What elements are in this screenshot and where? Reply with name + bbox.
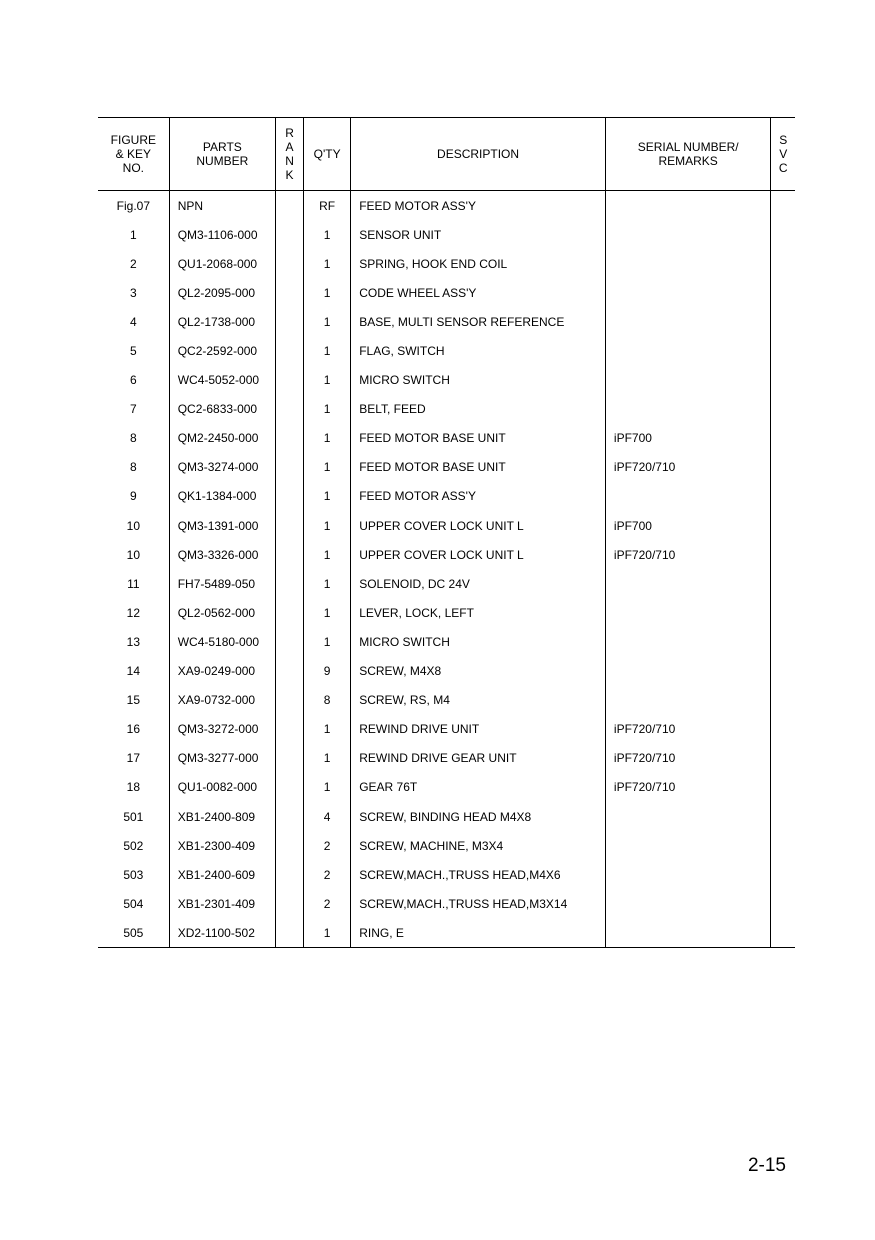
svc-cell — [771, 307, 795, 336]
qty-cell: 1 — [304, 482, 351, 511]
svc-cell — [771, 860, 795, 889]
table-row — [98, 802, 795, 831]
header-description: DESCRIPTION — [351, 118, 606, 191]
figure-key-cell: 6 — [130, 373, 137, 388]
qty-cell: 2 — [304, 831, 351, 860]
description-cell: SCREW, BINDING HEAD M4X8 — [351, 802, 606, 831]
svc-cell — [771, 278, 795, 307]
parts-number-cell: QM3-1391-000 — [169, 511, 275, 540]
figure-key-cell: 8 — [130, 460, 137, 475]
table-row — [98, 191, 795, 221]
svc-cell — [771, 336, 795, 365]
rank-cell — [276, 889, 304, 918]
rank-cell — [276, 249, 304, 278]
header-svc: S V C — [771, 118, 795, 191]
description-cell: RING, E — [351, 918, 606, 948]
parts-number-cell: QC2-2592-000 — [169, 336, 275, 365]
remarks-cell — [605, 569, 770, 598]
svc-cell — [771, 598, 795, 627]
figure-key-cell: 15 — [126, 693, 141, 708]
svc-cell — [771, 918, 795, 948]
qty-cell: 1 — [304, 307, 351, 336]
parts-number-cell: XB1-2400-609 — [169, 860, 275, 889]
figure-key-cell: 16 — [126, 722, 141, 737]
description-cell: LEVER, LOCK, LEFT — [351, 598, 606, 627]
svc-cell — [771, 831, 795, 860]
parts-number-cell: QM3-1106-000 — [169, 220, 275, 249]
description-cell: FLAG, SWITCH — [351, 336, 606, 365]
description-cell: UPPER COVER LOCK UNIT L — [351, 511, 606, 540]
svc-cell — [771, 889, 795, 918]
svc-cell — [771, 627, 795, 656]
header-serial-number-remarks: SERIAL NUMBER/ REMARKS — [605, 118, 770, 191]
remarks-cell — [605, 657, 770, 686]
qty-cell: 4 — [304, 802, 351, 831]
figure-key-cell: 2 — [130, 256, 137, 271]
parts-number-cell: NPN — [169, 191, 275, 221]
figure-key-cell: 501 — [123, 809, 144, 824]
remarks-cell — [605, 395, 770, 424]
description-cell: BELT, FEED — [351, 395, 606, 424]
qty-cell: 1 — [304, 627, 351, 656]
table-row — [98, 336, 795, 365]
description-cell: REWIND DRIVE GEAR UNIT — [351, 744, 606, 773]
figure-key-cell: 7 — [130, 402, 137, 417]
qty-cell: 1 — [304, 249, 351, 278]
qty-cell: 1 — [304, 424, 351, 453]
table-row — [98, 773, 795, 802]
rank-cell — [276, 336, 304, 365]
figure-key-cell: 13 — [126, 634, 141, 649]
remarks-cell — [605, 860, 770, 889]
rank-cell — [276, 569, 304, 598]
table-row — [98, 424, 795, 453]
svc-cell — [771, 715, 795, 744]
parts-list-table — [98, 117, 795, 948]
qty-cell: 1 — [304, 278, 351, 307]
remarks-cell — [605, 278, 770, 307]
description-cell: SOLENOID, DC 24V — [351, 569, 606, 598]
table-row — [98, 249, 795, 278]
table-row — [98, 453, 795, 482]
rank-cell — [276, 278, 304, 307]
description-cell: GEAR 76T — [351, 773, 606, 802]
svc-cell — [771, 424, 795, 453]
parts-number-cell: FH7-5489-050 — [169, 569, 275, 598]
remarks-cell — [605, 220, 770, 249]
qty-cell: 9 — [304, 657, 351, 686]
rank-cell — [276, 307, 304, 336]
parts-number-cell: QL2-0562-000 — [169, 598, 275, 627]
qty-cell: 2 — [304, 889, 351, 918]
remarks-cell — [605, 366, 770, 395]
parts-number-cell: QM2-2450-000 — [169, 424, 275, 453]
svc-cell — [771, 453, 795, 482]
remarks-cell — [605, 889, 770, 918]
table-row — [98, 307, 795, 336]
table-row — [98, 220, 795, 249]
qty-cell: 1 — [304, 569, 351, 598]
parts-list-body — [98, 191, 795, 948]
description-cell: SPRING, HOOK END COIL — [351, 249, 606, 278]
figure-key-cell: 4 — [130, 314, 137, 329]
remarks-cell — [605, 686, 770, 715]
qty-cell: 1 — [304, 220, 351, 249]
svc-cell — [771, 366, 795, 395]
remarks-cell: iPF720/710 — [605, 744, 770, 773]
remarks-cell — [605, 336, 770, 365]
description-cell: MICRO SWITCH — [351, 366, 606, 395]
qty-cell: 1 — [304, 366, 351, 395]
figure-key-cell: 3 — [130, 285, 137, 300]
rank-cell — [276, 395, 304, 424]
figure-key-cell: 9 — [130, 489, 137, 504]
parts-number-cell: QM3-3277-000 — [169, 744, 275, 773]
figure-key-cell: 5 — [130, 344, 137, 359]
remarks-cell — [605, 307, 770, 336]
qty-cell: 1 — [304, 511, 351, 540]
parts-number-cell: XB1-2301-409 — [169, 889, 275, 918]
figure-key-cell: 503 — [123, 867, 144, 882]
parts-number-cell: QC2-6833-000 — [169, 395, 275, 424]
parts-number-cell: QL2-2095-000 — [169, 278, 275, 307]
parts-number-cell: WC4-5052-000 — [169, 366, 275, 395]
rank-cell — [276, 366, 304, 395]
figure-key-cell: 18 — [126, 780, 141, 795]
svc-cell — [771, 540, 795, 569]
rank-cell — [276, 773, 304, 802]
figure-key-cell: 505 — [98, 918, 169, 948]
rank-cell — [276, 627, 304, 656]
parts-number-cell: XD2-1100-502 — [169, 918, 275, 948]
table-row — [98, 715, 795, 744]
header-qty: Q'TY — [304, 118, 351, 191]
description-cell: FEED MOTOR BASE UNIT — [351, 453, 606, 482]
parts-number-cell: XB1-2400-809 — [169, 802, 275, 831]
table-row — [98, 511, 795, 540]
remarks-cell — [605, 831, 770, 860]
rank-cell — [276, 191, 304, 221]
remarks-cell: iPF700 — [605, 511, 770, 540]
parts-number-cell: QM3-3326-000 — [169, 540, 275, 569]
remarks-cell — [605, 918, 770, 948]
figure-key-cell: 12 — [126, 605, 141, 620]
description-cell: SENSOR UNIT — [351, 220, 606, 249]
rank-cell — [276, 540, 304, 569]
remarks-cell — [605, 249, 770, 278]
svc-cell — [771, 802, 795, 831]
rank-cell — [276, 220, 304, 249]
table-row — [98, 540, 795, 569]
rank-cell — [276, 715, 304, 744]
svc-cell — [771, 482, 795, 511]
parts-number-cell: XB1-2300-409 — [169, 831, 275, 860]
parts-number-cell: QL2-1738-000 — [169, 307, 275, 336]
description-cell: MICRO SWITCH — [351, 627, 606, 656]
table-row — [98, 482, 795, 511]
table-row — [98, 889, 795, 918]
remarks-cell: iPF720/710 — [605, 453, 770, 482]
rank-cell — [276, 686, 304, 715]
qty-cell: 8 — [304, 686, 351, 715]
description-cell: REWIND DRIVE UNIT — [351, 715, 606, 744]
parts-number-cell: QM3-3274-000 — [169, 453, 275, 482]
description-cell: FEED MOTOR BASE UNIT — [351, 424, 606, 453]
remarks-cell: iPF700 — [605, 424, 770, 453]
figure-key-cell: 504 — [123, 896, 144, 911]
header-figure-key-no: FIGURE & KEY NO. — [110, 133, 157, 175]
qty-cell: 1 — [304, 453, 351, 482]
header-rank: R A N K — [276, 118, 304, 191]
figure-key-cell: 10 — [126, 547, 141, 562]
rank-cell — [276, 744, 304, 773]
parts-number-cell: XA9-0732-000 — [169, 686, 275, 715]
figure-key-cell: 502 — [123, 838, 144, 853]
rank-cell — [276, 802, 304, 831]
table-row — [98, 831, 795, 860]
remarks-cell: iPF720/710 — [605, 715, 770, 744]
header-parts-number: PARTS NUMBER — [169, 118, 275, 191]
qty-cell: 1 — [304, 744, 351, 773]
qty-cell: 2 — [304, 860, 351, 889]
rank-cell — [276, 482, 304, 511]
table-row — [98, 366, 795, 395]
table-row — [98, 860, 795, 889]
svc-cell — [771, 773, 795, 802]
description-cell: CODE WHEEL ASS'Y — [351, 278, 606, 307]
table-row — [98, 744, 795, 773]
rank-cell — [276, 918, 304, 948]
table-row — [98, 686, 795, 715]
qty-cell: 1 — [304, 540, 351, 569]
svc-cell — [771, 191, 795, 221]
qty-cell: 1 — [304, 395, 351, 424]
svc-cell — [771, 511, 795, 540]
figure-key-cell: 10 — [126, 518, 141, 533]
rank-cell — [276, 424, 304, 453]
table-header-row — [98, 118, 795, 191]
qty-cell: 1 — [304, 336, 351, 365]
figure-key-cell: 11 — [127, 576, 140, 591]
parts-number-cell: QM3-3272-000 — [169, 715, 275, 744]
figure-key-cell: 8 — [130, 431, 137, 446]
table-row — [98, 657, 795, 686]
figure-key-cell: Fig.07 — [116, 198, 151, 213]
remarks-cell — [605, 802, 770, 831]
svc-cell — [771, 395, 795, 424]
table-row — [98, 278, 795, 307]
figure-key-cell: 14 — [126, 664, 141, 679]
svc-cell — [771, 569, 795, 598]
page-number: 2-15 — [747, 1155, 786, 1176]
rank-cell — [276, 657, 304, 686]
remarks-cell — [605, 598, 770, 627]
description-cell: BASE, MULTI SENSOR REFERENCE — [351, 307, 606, 336]
qty-cell: RF — [304, 191, 351, 221]
qty-cell: 1 — [304, 598, 351, 627]
description-cell: SCREW, M4X8 — [351, 657, 606, 686]
description-cell: SCREW, MACHINE, M3X4 — [351, 831, 606, 860]
svc-cell — [771, 220, 795, 249]
svc-cell — [771, 657, 795, 686]
remarks-cell: iPF720/710 — [605, 540, 770, 569]
description-cell: FEED MOTOR ASS'Y — [351, 482, 606, 511]
table-row — [98, 395, 795, 424]
remarks-cell — [605, 482, 770, 511]
remarks-cell: iPF720/710 — [605, 773, 770, 802]
description-cell: FEED MOTOR ASS'Y — [351, 191, 606, 221]
svc-cell — [771, 744, 795, 773]
table-row — [98, 598, 795, 627]
rank-cell — [276, 831, 304, 860]
description-cell: UPPER COVER LOCK UNIT L — [351, 540, 606, 569]
table-row — [98, 627, 795, 656]
parts-number-cell: WC4-5180-000 — [169, 627, 275, 656]
rank-cell — [276, 453, 304, 482]
description-cell: SCREW,MACH.,TRUSS HEAD,M3X14 — [351, 889, 606, 918]
qty-cell: 1 — [304, 773, 351, 802]
parts-number-cell: QU1-2068-000 — [169, 249, 275, 278]
qty-cell: 1 — [304, 918, 351, 948]
rank-cell — [276, 511, 304, 540]
figure-key-cell: 1 — [130, 227, 137, 242]
description-cell: SCREW,MACH.,TRUSS HEAD,M4X6 — [351, 860, 606, 889]
table-row — [98, 569, 795, 598]
table-row — [98, 918, 795, 948]
rank-cell — [276, 860, 304, 889]
svc-cell — [771, 686, 795, 715]
parts-number-cell: XA9-0249-000 — [169, 657, 275, 686]
rank-cell — [276, 598, 304, 627]
figure-key-cell: 17 — [126, 751, 141, 766]
remarks-cell — [605, 191, 770, 221]
qty-cell: 1 — [304, 715, 351, 744]
parts-number-cell: QU1-0082-000 — [169, 773, 275, 802]
parts-number-cell: QK1-1384-000 — [169, 482, 275, 511]
remarks-cell — [605, 627, 770, 656]
description-cell: SCREW, RS, M4 — [351, 686, 606, 715]
svc-cell — [771, 249, 795, 278]
